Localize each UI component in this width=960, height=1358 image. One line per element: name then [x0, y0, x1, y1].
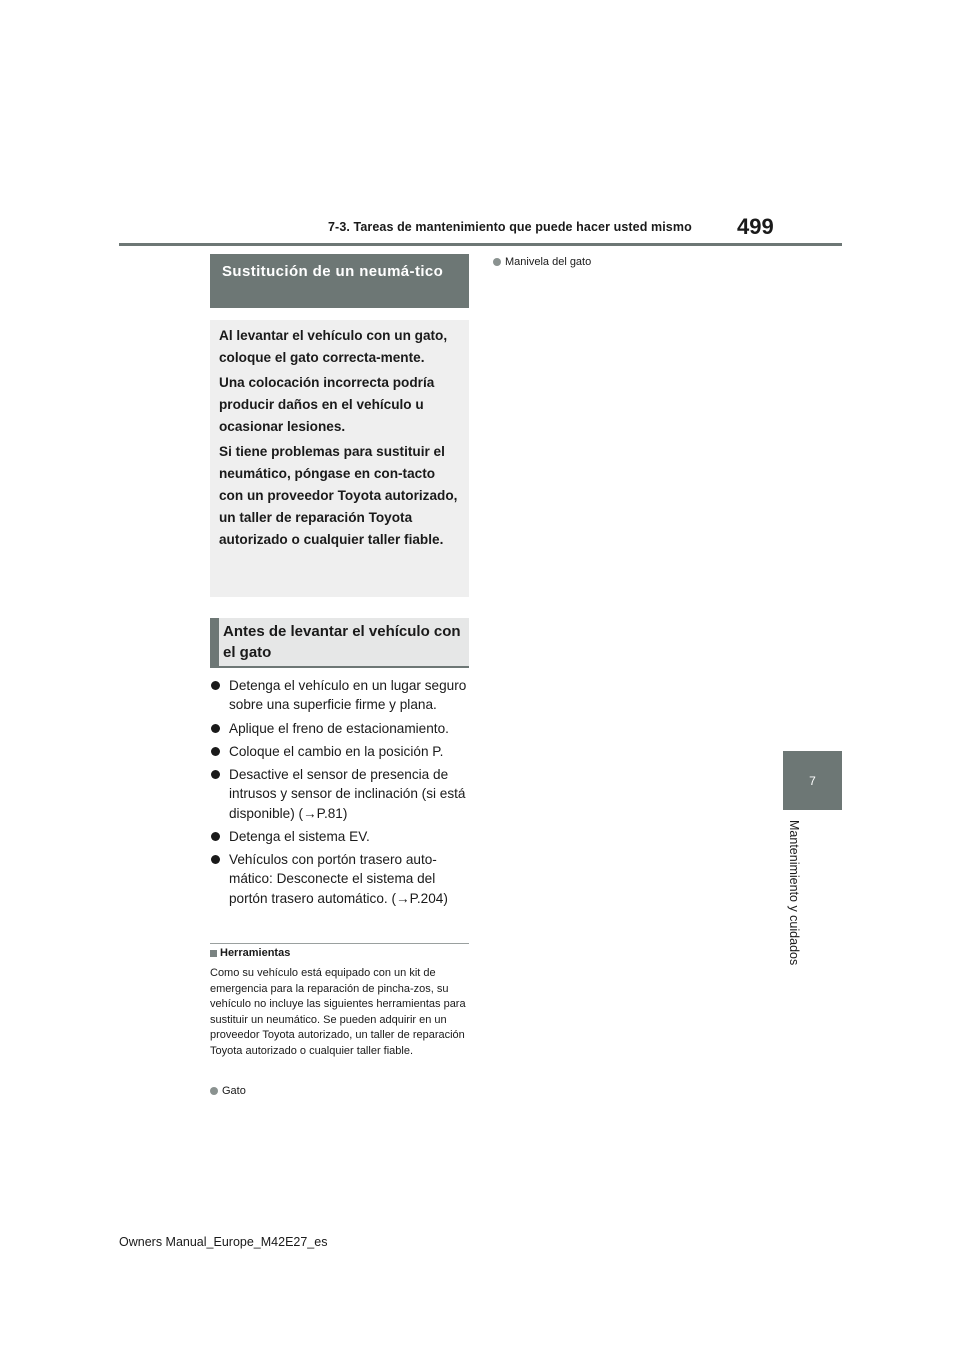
header-divider [119, 243, 842, 246]
bullet-icon [211, 747, 220, 756]
bullet-icon [211, 770, 220, 779]
section-title: 7-3. Tareas de mantenimiento que puede hacer usted mismo [328, 220, 692, 234]
caution-paragraph: Si tiene problemas para sustituir el neumático, póngase en con-tacto con un proveedor Toyota autorizado, un taller de reparación Toyota autorizado o cualquier taller fiable. [219, 444, 458, 547]
tools-text: Como su vehículo está equipado con un kit de emergencia para la reparación de pincha-zos, su vehículo no incluye las siguientes herramientas para sustituir un neumático. Se pueden adquirir en un proveedor Toyota autorizado, un taller de reparación Toyota autorizado o cualquier taller fiable. [210, 967, 466, 1057]
list-item: Detenga el vehículo en un lugar seguro sobre una superficie firme y plana. [210, 676, 472, 715]
list-item: Desactive el sensor de presencia de intrusos y sensor de inclinación (si está disponible) (→P.81) [210, 765, 472, 823]
page-number: 499 [737, 214, 774, 239]
footer-text: Owners Manual_Europe_M42E27_es [119, 1235, 328, 1249]
square-bullet-icon [210, 950, 217, 957]
list-item: Aplique el freno de estacionamiento. [210, 719, 472, 738]
list-item: Detenga el sistema EV. [210, 827, 472, 846]
caution-paragraph: Al levantar el vehículo con un gato, coloque el gato correcta-mente. [219, 328, 448, 365]
list-item: Vehículos con portón trasero auto-mático: Desconecte el sistema del portón trasero automático. (→P.204) [210, 850, 472, 908]
tool-item-jack-handle: Manivela del gato [493, 256, 591, 268]
bullet-icon [493, 258, 501, 266]
bullet-icon [211, 724, 220, 733]
chapter-title: Mantenimiento y cuidados [787, 820, 801, 966]
subheading: Antes de levantar el vehículo con el gato [210, 618, 469, 668]
chapter-number: 7 [809, 773, 816, 788]
tools-heading: Herramientas [210, 947, 290, 959]
bullet-icon [211, 681, 220, 690]
note-divider [210, 943, 469, 944]
caution-paragraph: Una colocación incorrecta podría producir daños en el vehículo u ocasionar lesiones. [219, 375, 435, 434]
tool-item-jack: Gato [210, 1085, 246, 1097]
caution-box [210, 320, 469, 597]
section-heading: Sustitución de un neumá-tico [210, 254, 469, 308]
bullet-icon [211, 855, 220, 864]
chapter-title-vertical [785, 820, 805, 982]
list-item: Coloque el cambio en la posición P. [210, 742, 472, 761]
bullet-icon [211, 832, 220, 841]
precaution-list [210, 676, 472, 912]
chapter-tab [783, 751, 842, 810]
bullet-icon [210, 1087, 218, 1095]
